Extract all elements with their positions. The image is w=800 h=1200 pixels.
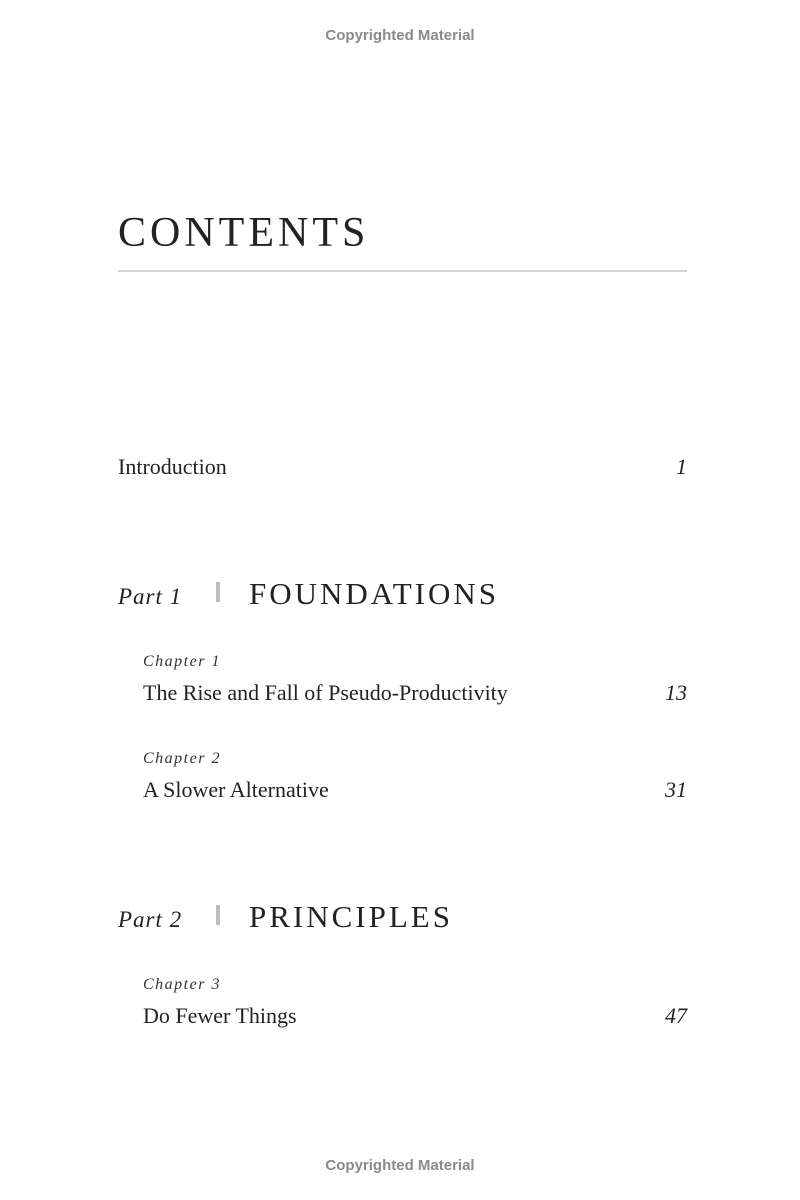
toc-entry-title: The Rise and Fall of Pseudo-Productivity bbox=[143, 680, 508, 705]
title-divider bbox=[118, 270, 687, 272]
page-title: CONTENTS bbox=[118, 210, 370, 256]
part-separator-bar bbox=[216, 905, 220, 925]
part-label: Part 1 bbox=[118, 584, 183, 609]
copyright-watermark-bottom: Copyrighted Material bbox=[325, 1157, 475, 1174]
part-heading-2 bbox=[118, 899, 687, 939]
toc-entry-page: 31 bbox=[665, 777, 687, 802]
part-label: Part 2 bbox=[118, 907, 183, 932]
part-name: FOUNDATIONS bbox=[249, 576, 500, 611]
toc-entry-title: A Slower Alternative bbox=[143, 777, 329, 802]
part-separator-bar bbox=[216, 582, 220, 602]
part-name: PRINCIPLES bbox=[249, 899, 453, 934]
toc-entry-page: 1 bbox=[676, 454, 687, 479]
toc-entry-title: Do Fewer Things bbox=[143, 1003, 297, 1028]
part-heading-1 bbox=[118, 576, 687, 616]
chapter-label: Chapter 2 bbox=[143, 750, 221, 767]
toc-entry-page: 13 bbox=[665, 680, 687, 705]
copyright-watermark-top: Copyrighted Material bbox=[325, 27, 475, 44]
chapter-label: Chapter 1 bbox=[143, 653, 221, 670]
toc-entry-title: Introduction bbox=[118, 454, 227, 479]
toc-entry-page: 47 bbox=[665, 1003, 687, 1028]
chapter-label: Chapter 3 bbox=[143, 976, 221, 993]
